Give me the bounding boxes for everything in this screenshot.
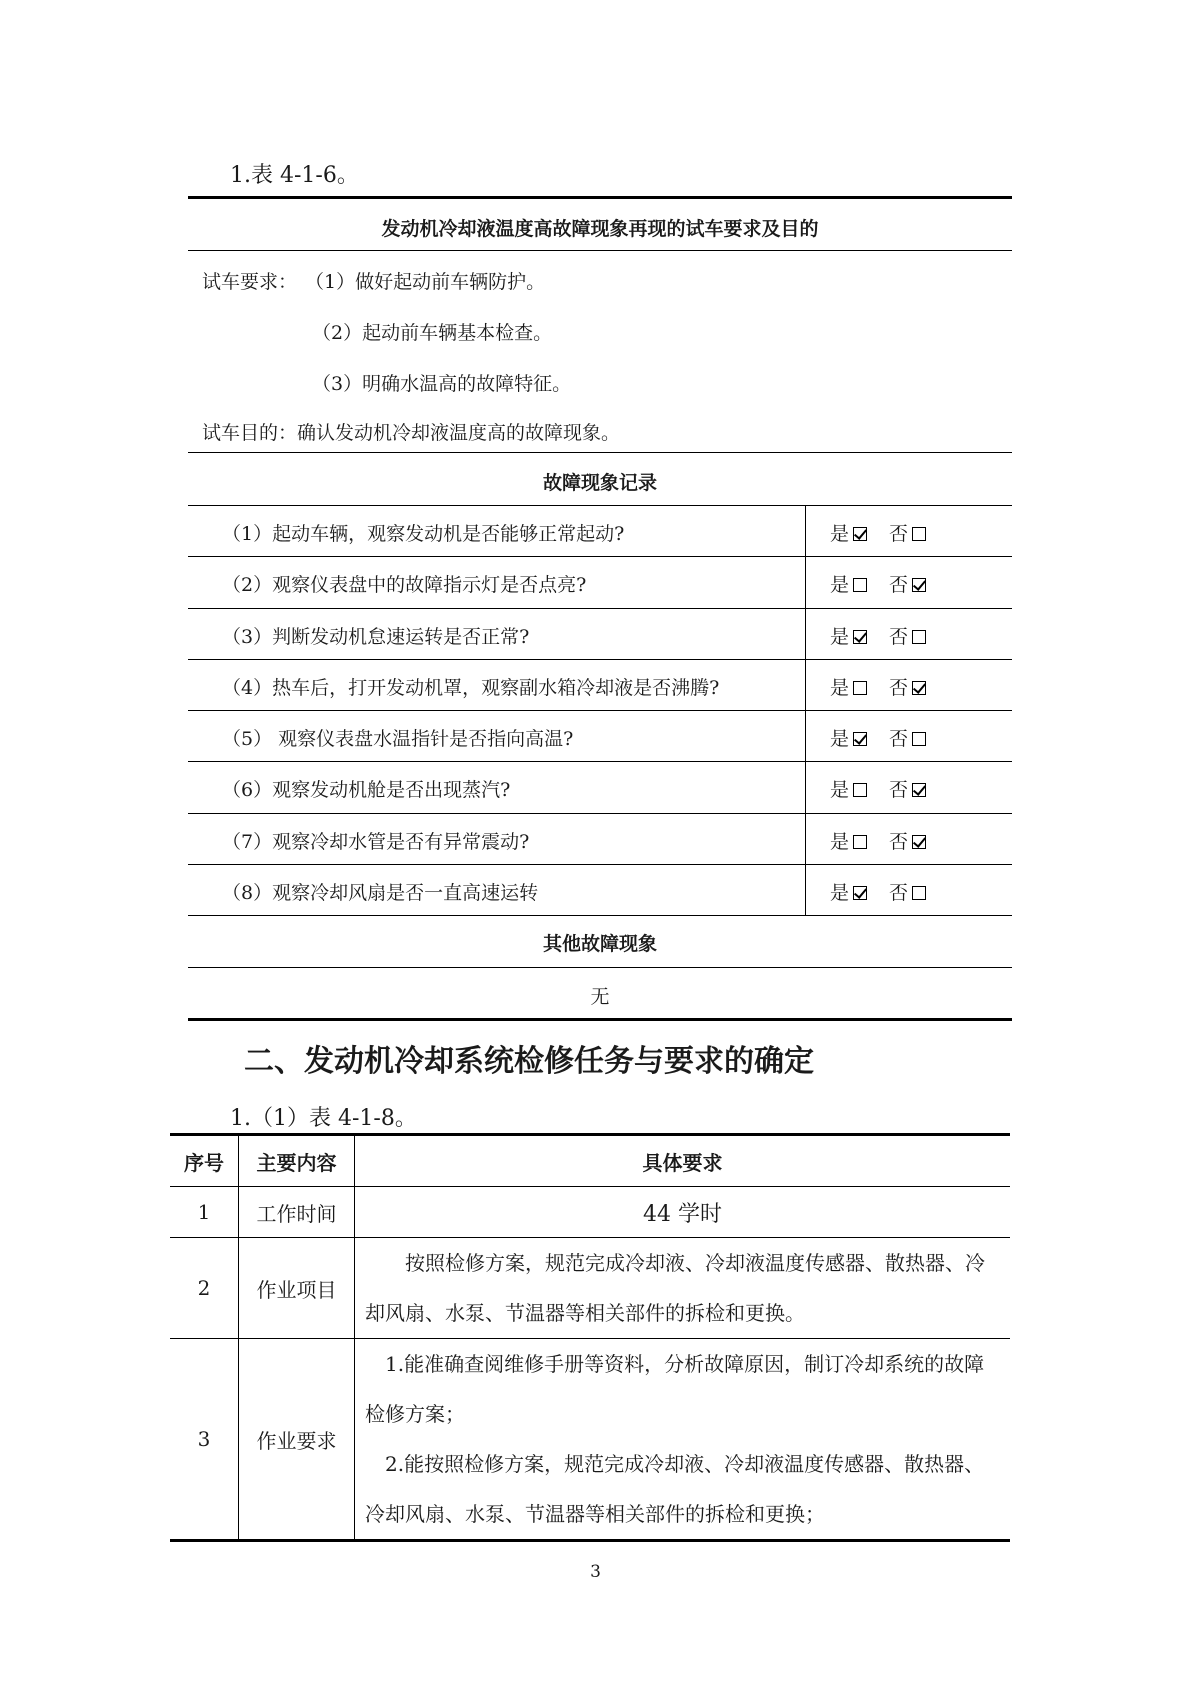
header-requirement: 具体要求 <box>355 1135 1011 1187</box>
fault-question: （4）热车后，打开发动机罩，观察副水箱冷却液是否沸腾? <box>222 676 720 699</box>
yes-label: 是 <box>830 728 850 750</box>
test-requirement-label: 试车要求： <box>202 271 298 293</box>
fault-question: （6）观察发动机舱是否出现蒸汽? <box>222 779 511 802</box>
checked-box-icon <box>853 732 867 746</box>
yes-no-answer <box>830 827 926 854</box>
table1-top-rule <box>188 196 1012 199</box>
checked-box-icon <box>912 681 926 695</box>
yes-no-answer <box>830 622 926 649</box>
table-caption: 1.（1）表 4-1-8。 <box>230 1106 417 1131</box>
table-caption: 1.表 4-1-6。 <box>230 163 359 188</box>
row-no: 1 <box>170 1187 239 1238</box>
checked-box-icon <box>912 578 926 592</box>
no-label: 否 <box>889 523 909 545</box>
yes-label: 是 <box>830 676 850 699</box>
yes-label: 是 <box>830 830 850 853</box>
record-title: 故障现象记录 <box>542 472 657 494</box>
yes-no-answer <box>830 519 926 546</box>
other-fault-title: 其他故障现象 <box>542 933 657 955</box>
divider <box>188 813 1012 814</box>
divider <box>188 505 1012 506</box>
header-content: 主要内容 <box>239 1135 355 1187</box>
fault-question: （5） 观察仪表盘水温指针是否指向高温? <box>222 728 574 750</box>
section-heading: 二、发动机冷却系统检修任务与要求的确定 <box>244 1044 814 1079</box>
table-row <box>170 1339 1010 1541</box>
checked-box-icon <box>853 630 867 644</box>
no-label: 否 <box>889 676 909 699</box>
yes-label: 是 <box>830 779 850 802</box>
yes-label: 是 <box>830 881 850 904</box>
empty-box-icon <box>912 630 926 644</box>
yes-label: 是 <box>830 574 850 597</box>
table1-bottom-rule <box>188 1018 1012 1021</box>
other-fault-value: 无 <box>590 986 610 1008</box>
no-label: 否 <box>889 728 909 750</box>
requirement-item: 1.能准确查阅维修手册等资料，分析故障原因，制订冷却系统的故障检修方案； <box>365 1352 985 1426</box>
no-label: 否 <box>889 881 909 904</box>
divider <box>188 761 1012 762</box>
empty-box-icon <box>853 835 867 849</box>
empty-box-icon <box>853 578 867 592</box>
table-row <box>170 1187 1010 1238</box>
no-label: 否 <box>889 830 909 853</box>
test-purpose: 试车目的：确认发动机冷却液温度高的故障现象。 <box>202 422 621 444</box>
empty-box-icon <box>912 886 926 900</box>
empty-box-icon <box>912 527 926 541</box>
header-no: 序号 <box>170 1135 239 1187</box>
fault-question: （3）判断发动机怠速运转是否正常? <box>222 625 530 648</box>
table1-title: 发动机冷却液温度高故障现象再现的试车要求及目的 <box>381 218 819 240</box>
checked-box-icon <box>853 886 867 900</box>
no-label: 否 <box>889 625 909 648</box>
divider <box>188 250 1012 251</box>
yes-label: 是 <box>830 625 850 648</box>
row-content: 作业项目 <box>239 1238 355 1339</box>
requirement-2: （2）起动前车辆基本检查。 <box>312 322 553 344</box>
yes-no-answer <box>830 724 926 751</box>
fault-question: （1）起动车辆，观察发动机是否能够正常起动? <box>222 523 625 545</box>
fault-question: （7）观察冷却水管是否有异常震动? <box>222 830 530 853</box>
page-number: 3 <box>590 1562 601 1582</box>
checked-box-icon <box>912 835 926 849</box>
yes-label: 是 <box>830 523 850 545</box>
yes-no-answer <box>830 775 926 802</box>
divider <box>188 556 1012 557</box>
divider <box>188 864 1012 865</box>
row-requirement <box>355 1339 1011 1541</box>
fault-question: （2）观察仪表盘中的故障指示灯是否点亮? <box>222 574 587 597</box>
requirement-1: （1）做好起动前车辆防护。 <box>305 271 546 293</box>
task-requirements-table <box>170 1133 1010 1542</box>
row-requirement: 44 学时 <box>355 1187 1011 1238</box>
yes-no-answer <box>830 878 926 905</box>
divider <box>188 710 1012 711</box>
divider <box>188 915 1012 916</box>
empty-box-icon <box>853 783 867 797</box>
yes-no-answer <box>830 570 926 597</box>
divider <box>188 608 1012 609</box>
no-label: 否 <box>889 779 909 802</box>
requirement-item: 2.能按照检修方案，规范完成冷却液、冷却液温度传感器、散热器、冷却风扇、水泵、节温器等相关部件的拆检和更换； <box>365 1452 985 1526</box>
divider <box>188 659 1012 660</box>
divider <box>188 967 1012 968</box>
row-content: 工作时间 <box>239 1187 355 1238</box>
yes-no-answer <box>830 673 926 700</box>
row-requirement: 按照检修方案，规范完成冷却液、冷却液温度传感器、散热器、冷却风扇、水泵、节温器等相关部件的拆检和更换。 <box>355 1238 1011 1339</box>
checked-box-icon <box>912 783 926 797</box>
checked-box-icon <box>853 527 867 541</box>
row-content: 作业要求 <box>239 1339 355 1541</box>
divider <box>188 452 1012 453</box>
empty-box-icon <box>853 681 867 695</box>
fault-question: （8）观察冷却风扇是否一直高速运转 <box>222 881 539 904</box>
table-row <box>170 1238 1010 1339</box>
requirement-3: （3）明确水温高的故障特征。 <box>312 373 572 395</box>
empty-box-icon <box>912 732 926 746</box>
no-label: 否 <box>889 574 909 597</box>
row-no: 3 <box>170 1339 239 1541</box>
row-no: 2 <box>170 1238 239 1339</box>
